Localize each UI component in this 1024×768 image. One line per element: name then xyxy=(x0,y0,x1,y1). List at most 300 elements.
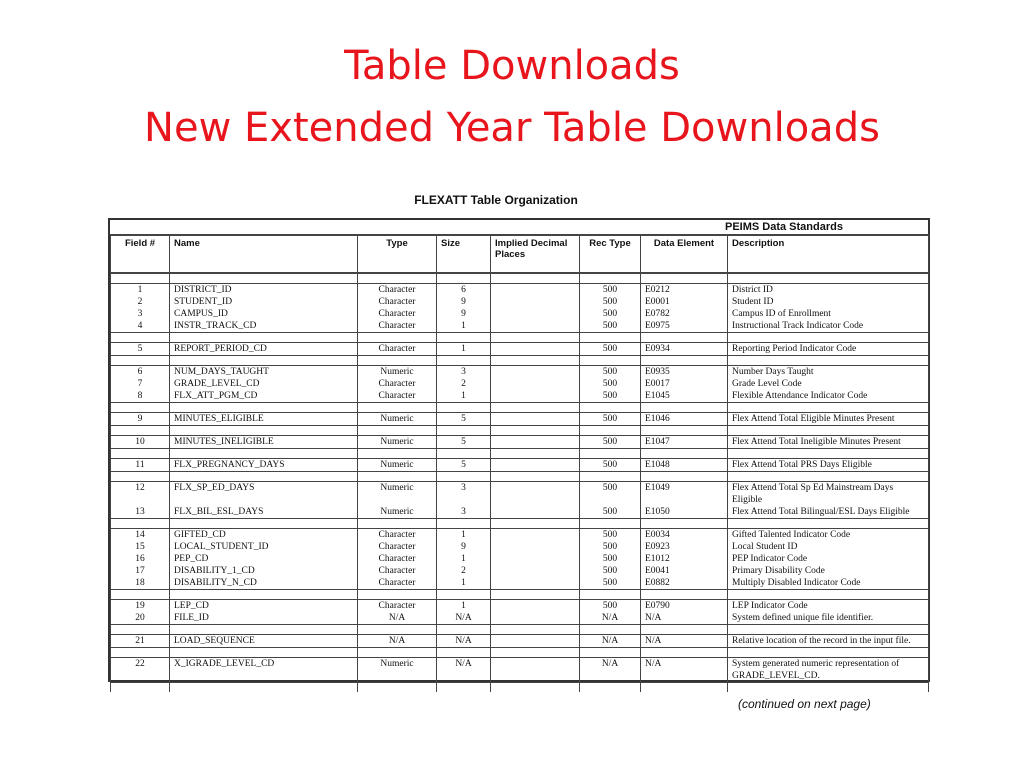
spacer-cell xyxy=(728,683,929,693)
cell-name: INSTR_TRACK_CD xyxy=(170,320,358,333)
cell-element: E1049 xyxy=(641,482,728,507)
cell-rectype: 500 xyxy=(580,308,641,320)
spacer-cell xyxy=(111,273,170,284)
cell-field: 1 xyxy=(111,284,170,297)
cell-field: 13 xyxy=(111,506,170,519)
cell-size: 1 xyxy=(437,320,491,333)
spacer-cell xyxy=(580,356,641,366)
spacer-cell xyxy=(437,356,491,366)
cell-rectype: N/A xyxy=(580,635,641,648)
cell-name: LOCAL_STUDENT_ID xyxy=(170,541,358,553)
cell-field: 12 xyxy=(111,482,170,507)
col-header-type: Type xyxy=(358,235,437,273)
spacer-cell xyxy=(170,590,358,600)
cell-size: 2 xyxy=(437,378,491,390)
cell-description: Flex Attend Total PRS Days Eligible xyxy=(728,459,929,472)
spacer-cell xyxy=(170,625,358,635)
spacer-cell xyxy=(170,449,358,459)
table-row xyxy=(111,635,929,648)
cell-type: Character xyxy=(358,320,437,333)
cell-description: Flex Attend Total Ineligible Minutes Present xyxy=(728,436,929,449)
spacer-cell xyxy=(170,273,358,284)
cell-implied xyxy=(491,635,580,648)
cell-name: CAMPUS_ID xyxy=(170,308,358,320)
cell-implied xyxy=(491,459,580,472)
group-spacer xyxy=(111,648,929,658)
cell-element: E0935 xyxy=(641,366,728,379)
spacer-cell xyxy=(491,449,580,459)
spacer-cell xyxy=(358,590,437,600)
cell-type: Numeric xyxy=(358,482,437,507)
spacer-cell xyxy=(491,625,580,635)
spacer-cell xyxy=(437,590,491,600)
spacer-cell xyxy=(491,519,580,529)
cell-description: Gifted Talented Indicator Code xyxy=(728,529,929,542)
cell-type: Character xyxy=(358,296,437,308)
spacer-cell xyxy=(641,356,728,366)
spacer-cell xyxy=(580,333,641,343)
cell-size: 1 xyxy=(437,390,491,403)
cell-field: 18 xyxy=(111,577,170,590)
cell-size: 3 xyxy=(437,506,491,519)
spacer-cell xyxy=(437,273,491,284)
cell-type: Character xyxy=(358,343,437,356)
spacer-cell xyxy=(580,625,641,635)
cell-description: System defined unique file identifier. xyxy=(728,612,929,625)
table-row xyxy=(111,529,929,542)
peims-group-header: PEIMS Data Standards xyxy=(725,221,843,233)
cell-rectype: 500 xyxy=(580,459,641,472)
spacer-cell xyxy=(641,648,728,658)
table-row xyxy=(111,506,929,519)
spacer-cell xyxy=(491,648,580,658)
cell-rectype: 500 xyxy=(580,378,641,390)
spacer-cell xyxy=(491,356,580,366)
spacer-cell xyxy=(111,519,170,529)
cell-implied xyxy=(491,506,580,519)
cell-size: N/A xyxy=(437,612,491,625)
spacer-cell xyxy=(641,590,728,600)
cell-field: 15 xyxy=(111,541,170,553)
table-row xyxy=(111,459,929,472)
cell-description: Local Student ID xyxy=(728,541,929,553)
cell-element: E0001 xyxy=(641,296,728,308)
spacer-cell xyxy=(111,449,170,459)
cell-size: 1 xyxy=(437,529,491,542)
cell-field: 5 xyxy=(111,343,170,356)
cell-field: 9 xyxy=(111,413,170,426)
spacer-cell xyxy=(580,449,641,459)
slide-title: Table Downloads xyxy=(344,43,680,89)
cell-rectype: 500 xyxy=(580,541,641,553)
table-body xyxy=(111,273,929,692)
cell-description: Number Days Taught xyxy=(728,366,929,379)
table-row xyxy=(111,565,929,577)
spacer-cell xyxy=(491,472,580,482)
cell-type: Character xyxy=(358,308,437,320)
cell-type: Numeric xyxy=(358,506,437,519)
cell-implied xyxy=(491,553,580,565)
spacer-cell xyxy=(437,449,491,459)
table-row xyxy=(111,284,929,297)
cell-description: System generated numeric representation of GRADE_LEVEL_CD. xyxy=(728,658,929,683)
cell-type: Character xyxy=(358,541,437,553)
cell-field: 17 xyxy=(111,565,170,577)
col-header-size: Size xyxy=(437,235,491,273)
cell-rectype: N/A xyxy=(580,658,641,683)
cell-description: Student ID xyxy=(728,296,929,308)
table-row xyxy=(111,436,929,449)
cell-rectype: 500 xyxy=(580,577,641,590)
group-spacer xyxy=(111,683,929,693)
spacer-cell xyxy=(358,449,437,459)
spacer-cell xyxy=(358,648,437,658)
cell-name: GRADE_LEVEL_CD xyxy=(170,378,358,390)
spacer-cell xyxy=(358,356,437,366)
cell-type: Numeric xyxy=(358,413,437,426)
cell-field: 16 xyxy=(111,553,170,565)
cell-field: 22 xyxy=(111,658,170,683)
cell-implied xyxy=(491,284,580,297)
cell-element: E1045 xyxy=(641,390,728,403)
spacer-cell xyxy=(491,273,580,284)
cell-description: Reporting Period Indicator Code xyxy=(728,343,929,356)
cell-element: E0934 xyxy=(641,343,728,356)
cell-implied xyxy=(491,541,580,553)
spacer-cell xyxy=(728,426,929,436)
spacer-cell xyxy=(580,519,641,529)
spacer-cell xyxy=(580,683,641,693)
cell-description: PEP Indicator Code xyxy=(728,553,929,565)
cell-rectype: 500 xyxy=(580,296,641,308)
spacer-cell xyxy=(111,472,170,482)
group-spacer xyxy=(111,625,929,635)
cell-description: Multiply Disabled Indicator Code xyxy=(728,577,929,590)
cell-field: 8 xyxy=(111,390,170,403)
cell-field: 3 xyxy=(111,308,170,320)
cell-rectype: 500 xyxy=(580,343,641,356)
cell-implied xyxy=(491,529,580,542)
spacer-cell xyxy=(358,273,437,284)
table-row xyxy=(111,378,929,390)
cell-name: X_IGRADE_LEVEL_CD xyxy=(170,658,358,683)
spacer-cell xyxy=(580,590,641,600)
cell-field: 10 xyxy=(111,436,170,449)
cell-size: 3 xyxy=(437,366,491,379)
cell-rectype: 500 xyxy=(580,390,641,403)
cell-description: LEP Indicator Code xyxy=(728,600,929,613)
cell-element: E1050 xyxy=(641,506,728,519)
cell-element: E0790 xyxy=(641,600,728,613)
cell-rectype: 500 xyxy=(580,565,641,577)
spacer-cell xyxy=(641,449,728,459)
cell-rectype: 500 xyxy=(580,366,641,379)
cell-name: DISTRICT_ID xyxy=(170,284,358,297)
cell-rectype: N/A xyxy=(580,612,641,625)
cell-name: LOAD_SEQUENCE xyxy=(170,635,358,648)
cell-size: 5 xyxy=(437,413,491,426)
table-row xyxy=(111,553,929,565)
spacer-cell xyxy=(111,356,170,366)
col-header-name: Name xyxy=(170,235,358,273)
spacer-cell xyxy=(437,426,491,436)
table-row xyxy=(111,413,929,426)
spacer-cell xyxy=(728,356,929,366)
spacer-cell xyxy=(641,683,728,693)
spacer-cell xyxy=(728,648,929,658)
cell-name: FILE_ID xyxy=(170,612,358,625)
cell-name: MINUTES_ELIGIBLE xyxy=(170,413,358,426)
spacer-cell xyxy=(641,333,728,343)
spacer-cell xyxy=(641,472,728,482)
cell-type: Numeric xyxy=(358,459,437,472)
cell-description: Campus ID of Enrollment xyxy=(728,308,929,320)
slide-subtitle: New Extended Year Table Downloads xyxy=(144,105,880,151)
spacer-cell xyxy=(170,403,358,413)
cell-description: Flex Attend Total Sp Ed Mainstream Days Eligible xyxy=(728,482,929,507)
cell-element: N/A xyxy=(641,635,728,648)
spacer-cell xyxy=(111,403,170,413)
spacer-cell xyxy=(170,683,358,693)
cell-type: Character xyxy=(358,577,437,590)
spacer-cell xyxy=(728,472,929,482)
table-row xyxy=(111,658,929,683)
cell-name: DISABILITY_1_CD xyxy=(170,565,358,577)
spacer-cell xyxy=(111,648,170,658)
cell-element: E0034 xyxy=(641,529,728,542)
col-header-implied: Implied Decimal Places xyxy=(491,235,580,273)
table-caption: FLEXATT Table Organization xyxy=(414,193,578,207)
spacer-cell xyxy=(728,333,929,343)
cell-size: 1 xyxy=(437,600,491,613)
spacer-cell xyxy=(170,333,358,343)
cell-field: 14 xyxy=(111,529,170,542)
cell-element: E0782 xyxy=(641,308,728,320)
spacer-cell xyxy=(358,426,437,436)
spacer-cell xyxy=(170,356,358,366)
cell-type: Character xyxy=(358,284,437,297)
cell-implied xyxy=(491,658,580,683)
spacer-cell xyxy=(641,426,728,436)
spacer-cell xyxy=(580,648,641,658)
table-header-row xyxy=(111,235,929,273)
cell-implied xyxy=(491,600,580,613)
spacer-cell xyxy=(580,472,641,482)
cell-rectype: 500 xyxy=(580,553,641,565)
cell-element: N/A xyxy=(641,658,728,683)
spacer-cell xyxy=(437,333,491,343)
cell-element: E0975 xyxy=(641,320,728,333)
spacer-cell xyxy=(358,333,437,343)
table-row xyxy=(111,366,929,379)
spacer-cell xyxy=(111,590,170,600)
cell-description: Grade Level Code xyxy=(728,378,929,390)
spacer-cell xyxy=(358,403,437,413)
cell-type: Character xyxy=(358,565,437,577)
spacer-cell xyxy=(437,519,491,529)
cell-rectype: 500 xyxy=(580,436,641,449)
table-row xyxy=(111,612,929,625)
cell-field: 11 xyxy=(111,459,170,472)
cell-size: 3 xyxy=(437,482,491,507)
cell-type: Character xyxy=(358,378,437,390)
table-row xyxy=(111,296,929,308)
cell-implied xyxy=(491,436,580,449)
cell-rectype: 500 xyxy=(580,506,641,519)
cell-size: 9 xyxy=(437,308,491,320)
cell-field: 7 xyxy=(111,378,170,390)
cell-element: E0212 xyxy=(641,284,728,297)
cell-element: E1048 xyxy=(641,459,728,472)
continued-note: (continued on next page) xyxy=(738,697,871,711)
group-spacer xyxy=(111,403,929,413)
cell-description: Instructional Track Indicator Code xyxy=(728,320,929,333)
spacer-cell xyxy=(170,519,358,529)
cell-rectype: 500 xyxy=(580,413,641,426)
group-spacer xyxy=(111,356,929,366)
cell-implied xyxy=(491,308,580,320)
cell-implied xyxy=(491,390,580,403)
cell-size: 5 xyxy=(437,436,491,449)
cell-name: STUDENT_ID xyxy=(170,296,358,308)
cell-rectype: 500 xyxy=(580,600,641,613)
cell-description: Flex Attend Total Bilingual/ESL Days Eligible xyxy=(728,506,929,519)
cell-implied xyxy=(491,296,580,308)
spacer-cell xyxy=(491,590,580,600)
spacer-cell xyxy=(580,426,641,436)
table-row xyxy=(111,308,929,320)
cell-description: Primary Disability Code xyxy=(728,565,929,577)
cell-description: District ID xyxy=(728,284,929,297)
cell-size: 6 xyxy=(437,284,491,297)
cell-element: E0041 xyxy=(641,565,728,577)
cell-field: 4 xyxy=(111,320,170,333)
cell-name: FLX_BIL_ESL_DAYS xyxy=(170,506,358,519)
spacer-cell xyxy=(358,519,437,529)
table-row xyxy=(111,600,929,613)
cell-element: E0882 xyxy=(641,577,728,590)
cell-name: PEP_CD xyxy=(170,553,358,565)
cell-name: LEP_CD xyxy=(170,600,358,613)
group-spacer xyxy=(111,273,929,284)
spacer-cell xyxy=(641,625,728,635)
cell-type: N/A xyxy=(358,612,437,625)
cell-size: 2 xyxy=(437,565,491,577)
cell-element: E1012 xyxy=(641,553,728,565)
flexatt-table xyxy=(110,234,929,692)
table-row xyxy=(111,541,929,553)
cell-element: E0017 xyxy=(641,378,728,390)
cell-type: Character xyxy=(358,390,437,403)
spacer-cell xyxy=(491,426,580,436)
cell-element: E1047 xyxy=(641,436,728,449)
cell-name: NUM_DAYS_TAUGHT xyxy=(170,366,358,379)
cell-size: 9 xyxy=(437,541,491,553)
spacer-cell xyxy=(437,403,491,413)
cell-size: 5 xyxy=(437,459,491,472)
col-header-field: Field # xyxy=(111,235,170,273)
cell-type: Numeric xyxy=(358,658,437,683)
spacer-cell xyxy=(437,472,491,482)
spacer-cell xyxy=(491,403,580,413)
table-row xyxy=(111,390,929,403)
spacer-cell xyxy=(641,273,728,284)
group-spacer xyxy=(111,590,929,600)
spacer-cell xyxy=(358,625,437,635)
cell-name: REPORT_PERIOD_CD xyxy=(170,343,358,356)
cell-field: 2 xyxy=(111,296,170,308)
cell-name: FLX_SP_ED_DAYS xyxy=(170,482,358,507)
spacer-cell xyxy=(728,590,929,600)
cell-implied xyxy=(491,343,580,356)
cell-size: N/A xyxy=(437,658,491,683)
spacer-cell xyxy=(170,648,358,658)
spacer-cell xyxy=(437,648,491,658)
spacer-cell xyxy=(491,683,580,693)
spacer-cell xyxy=(111,333,170,343)
table-row xyxy=(111,343,929,356)
spacer-cell xyxy=(437,683,491,693)
cell-name: GIFTED_CD xyxy=(170,529,358,542)
cell-size: N/A xyxy=(437,635,491,648)
cell-rectype: 500 xyxy=(580,320,641,333)
spacer-cell xyxy=(437,625,491,635)
group-spacer xyxy=(111,472,929,482)
spacer-cell xyxy=(580,273,641,284)
spacer-cell xyxy=(111,683,170,693)
spacer-cell xyxy=(170,426,358,436)
spacer-cell xyxy=(728,449,929,459)
cell-implied xyxy=(491,482,580,507)
spacer-cell xyxy=(641,403,728,413)
cell-rectype: 500 xyxy=(580,529,641,542)
spacer-cell xyxy=(358,472,437,482)
cell-type: Numeric xyxy=(358,366,437,379)
cell-type: Character xyxy=(358,553,437,565)
cell-field: 19 xyxy=(111,600,170,613)
group-spacer xyxy=(111,519,929,529)
cell-implied xyxy=(491,320,580,333)
cell-implied xyxy=(491,413,580,426)
cell-rectype: 500 xyxy=(580,284,641,297)
cell-field: 6 xyxy=(111,366,170,379)
spacer-cell xyxy=(170,472,358,482)
spacer-cell xyxy=(491,333,580,343)
group-spacer xyxy=(111,333,929,343)
spacer-cell xyxy=(358,683,437,693)
cell-field: 20 xyxy=(111,612,170,625)
spacer-cell xyxy=(728,403,929,413)
col-header-rectype: Rec Type xyxy=(580,235,641,273)
spacer-cell xyxy=(728,273,929,284)
cell-size: 1 xyxy=(437,343,491,356)
spacer-cell xyxy=(111,426,170,436)
cell-element: E0923 xyxy=(641,541,728,553)
table-row xyxy=(111,320,929,333)
spacer-cell xyxy=(580,403,641,413)
cell-size: 1 xyxy=(437,577,491,590)
table-row xyxy=(111,482,929,507)
cell-implied xyxy=(491,378,580,390)
cell-name: FLX_PREGNANCY_DAYS xyxy=(170,459,358,472)
cell-description: Flexible Attendance Indicator Code xyxy=(728,390,929,403)
cell-implied xyxy=(491,612,580,625)
spacer-cell xyxy=(728,625,929,635)
cell-type: Character xyxy=(358,600,437,613)
spacer-cell xyxy=(728,519,929,529)
spacer-cell xyxy=(111,625,170,635)
cell-field: 21 xyxy=(111,635,170,648)
